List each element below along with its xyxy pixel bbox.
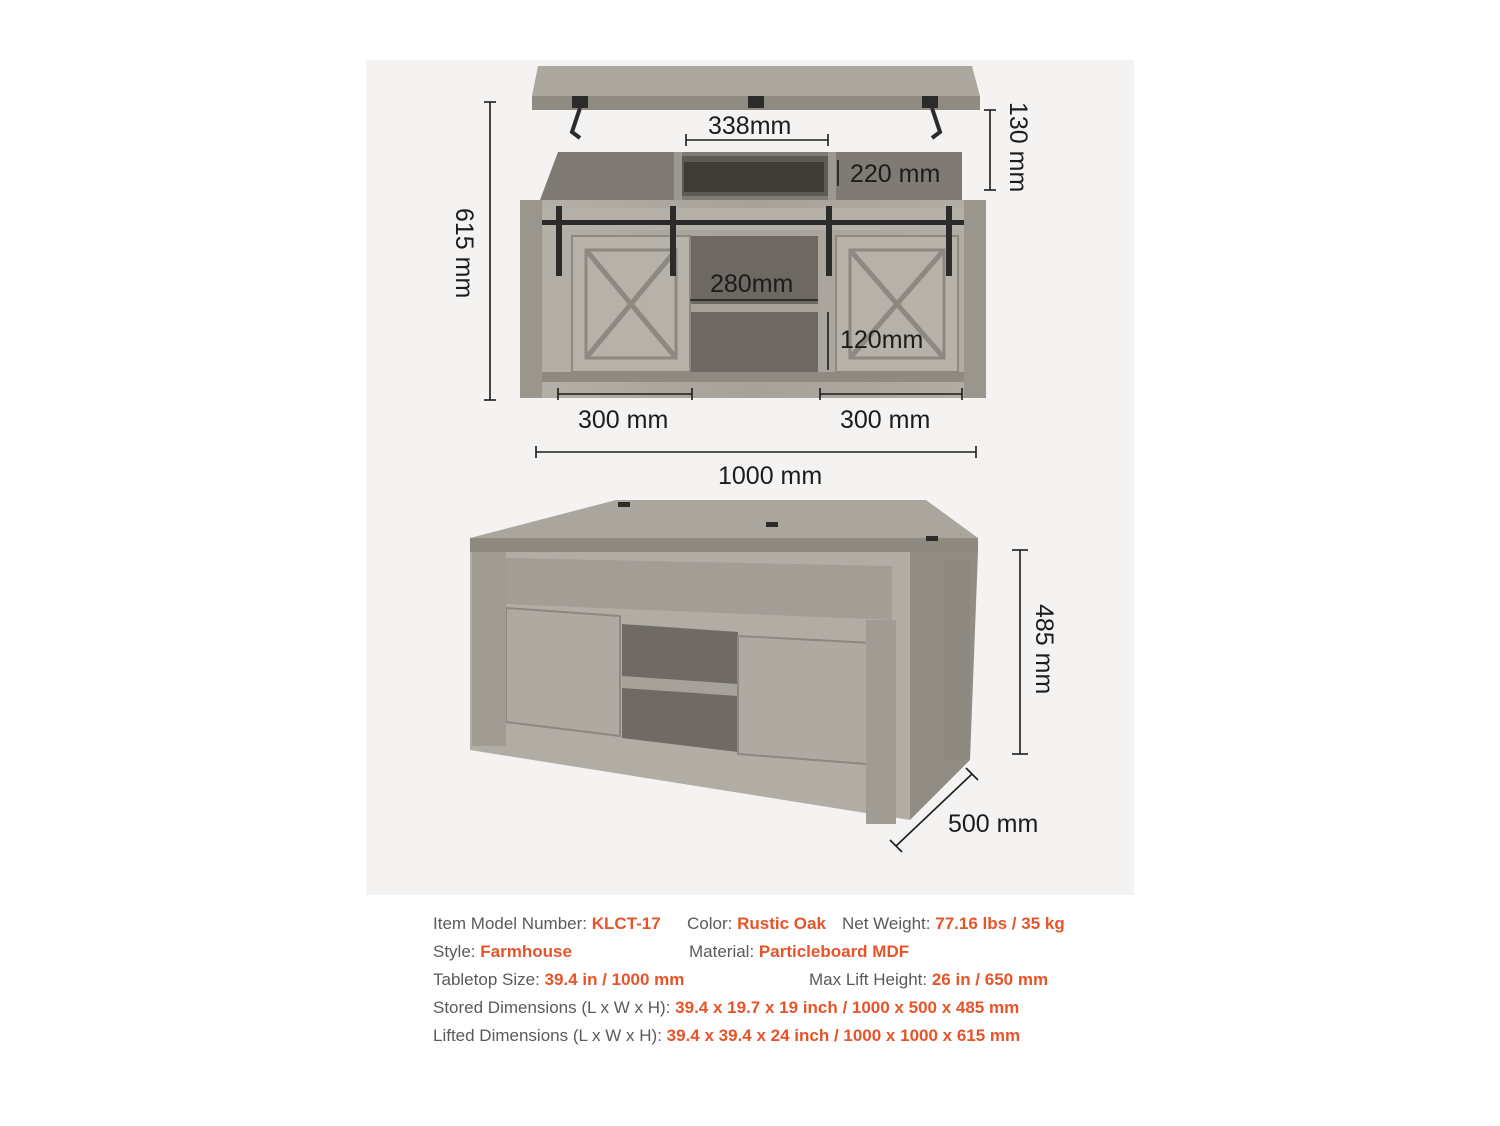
spec-row-2b [689,942,909,962]
hinge-icon [748,96,764,108]
right-leg [964,200,986,398]
divider [828,152,836,200]
lifted-value: 39.4 x 39.4 x 24 inch / 1000 x 1000 x 615 mm [666,1026,1021,1045]
barn-rail-board [542,208,964,230]
dim-220: 220 mm [850,160,941,188]
door-strap-icon [556,206,562,276]
spec-row-1c [842,914,1065,934]
hinge-icon [618,502,630,507]
shelf-board [690,304,818,312]
dim-500: 500 mm [948,810,1039,838]
lift-label: Max Lift Height: [809,970,928,989]
dim-485: 485 mm [1030,604,1058,695]
front-right-leg [866,620,896,824]
spec-row-3b [809,970,1048,990]
tabletop-front-edge [470,538,978,552]
middle-tray [684,162,824,192]
door-strap-icon [670,206,676,276]
dim-338: 338mm [708,112,792,140]
dim-300-right: 300 mm [840,406,931,434]
dim-615: 615 mm [450,208,478,299]
hinge-icon [766,522,778,527]
barn-door-rail [542,220,964,225]
hinge-icon [572,96,588,108]
product-diagram-panel [366,60,1134,895]
color-value: Rustic Oak [737,914,826,933]
spec-row-4 [433,998,1019,1018]
spec-row-3 [433,970,684,990]
hinge-icon [926,536,938,541]
model-label: Item Model Number: [433,914,587,933]
model-value: KLCT-17 [591,914,661,933]
door-strap-icon [946,206,952,276]
style-label: Style: [433,942,476,961]
stored-table [470,500,978,824]
color-label: Color: [687,914,733,933]
spec-row-2 [433,942,572,962]
style-value: Farmhouse [480,942,572,961]
coffee-table-diagram [366,60,1134,895]
left-cabinet-door [506,608,620,736]
lift-arm-icon [932,108,940,138]
door-strap-icon [826,206,832,276]
dim-130: 130 mm [1004,102,1032,193]
lift-arm-icon [572,108,580,138]
spec-row-5 [433,1026,1020,1046]
tabletop-value: 39.4 in / 1000 mm [544,970,685,989]
spec-row-1b [687,914,826,934]
stored-label: Stored Dimensions (L x W x H): [433,998,671,1017]
back-right-leg [944,560,970,760]
dim-120: 120mm [840,326,924,354]
cabinet-base [542,372,964,382]
stored-value: 39.4 x 19.7 x 19 inch / 1000 x 500 x 485 mm [675,998,1020,1017]
lifted-tabletop [532,66,980,96]
tabletop-label: Tabletop Size: [433,970,540,989]
dim-280: 280mm [710,270,794,298]
lifted-label: Lifted Dimensions (L x W x H): [433,1026,662,1045]
front-left-leg [472,552,506,746]
hinge-icon [922,96,938,108]
dim-300-left: 300 mm [578,406,669,434]
material-value: Particleboard MDF [758,942,910,961]
weight-value: 77.16 lbs / 35 kg [935,914,1065,933]
dim-1000: 1000 mm [718,462,823,490]
divider [674,152,682,200]
left-leg [520,200,542,398]
spec-row-1 [433,914,661,934]
weight-label: Net Weight: [842,914,931,933]
lift-value: 26 in / 650 mm [931,970,1049,989]
material-label: Material: [689,942,755,961]
